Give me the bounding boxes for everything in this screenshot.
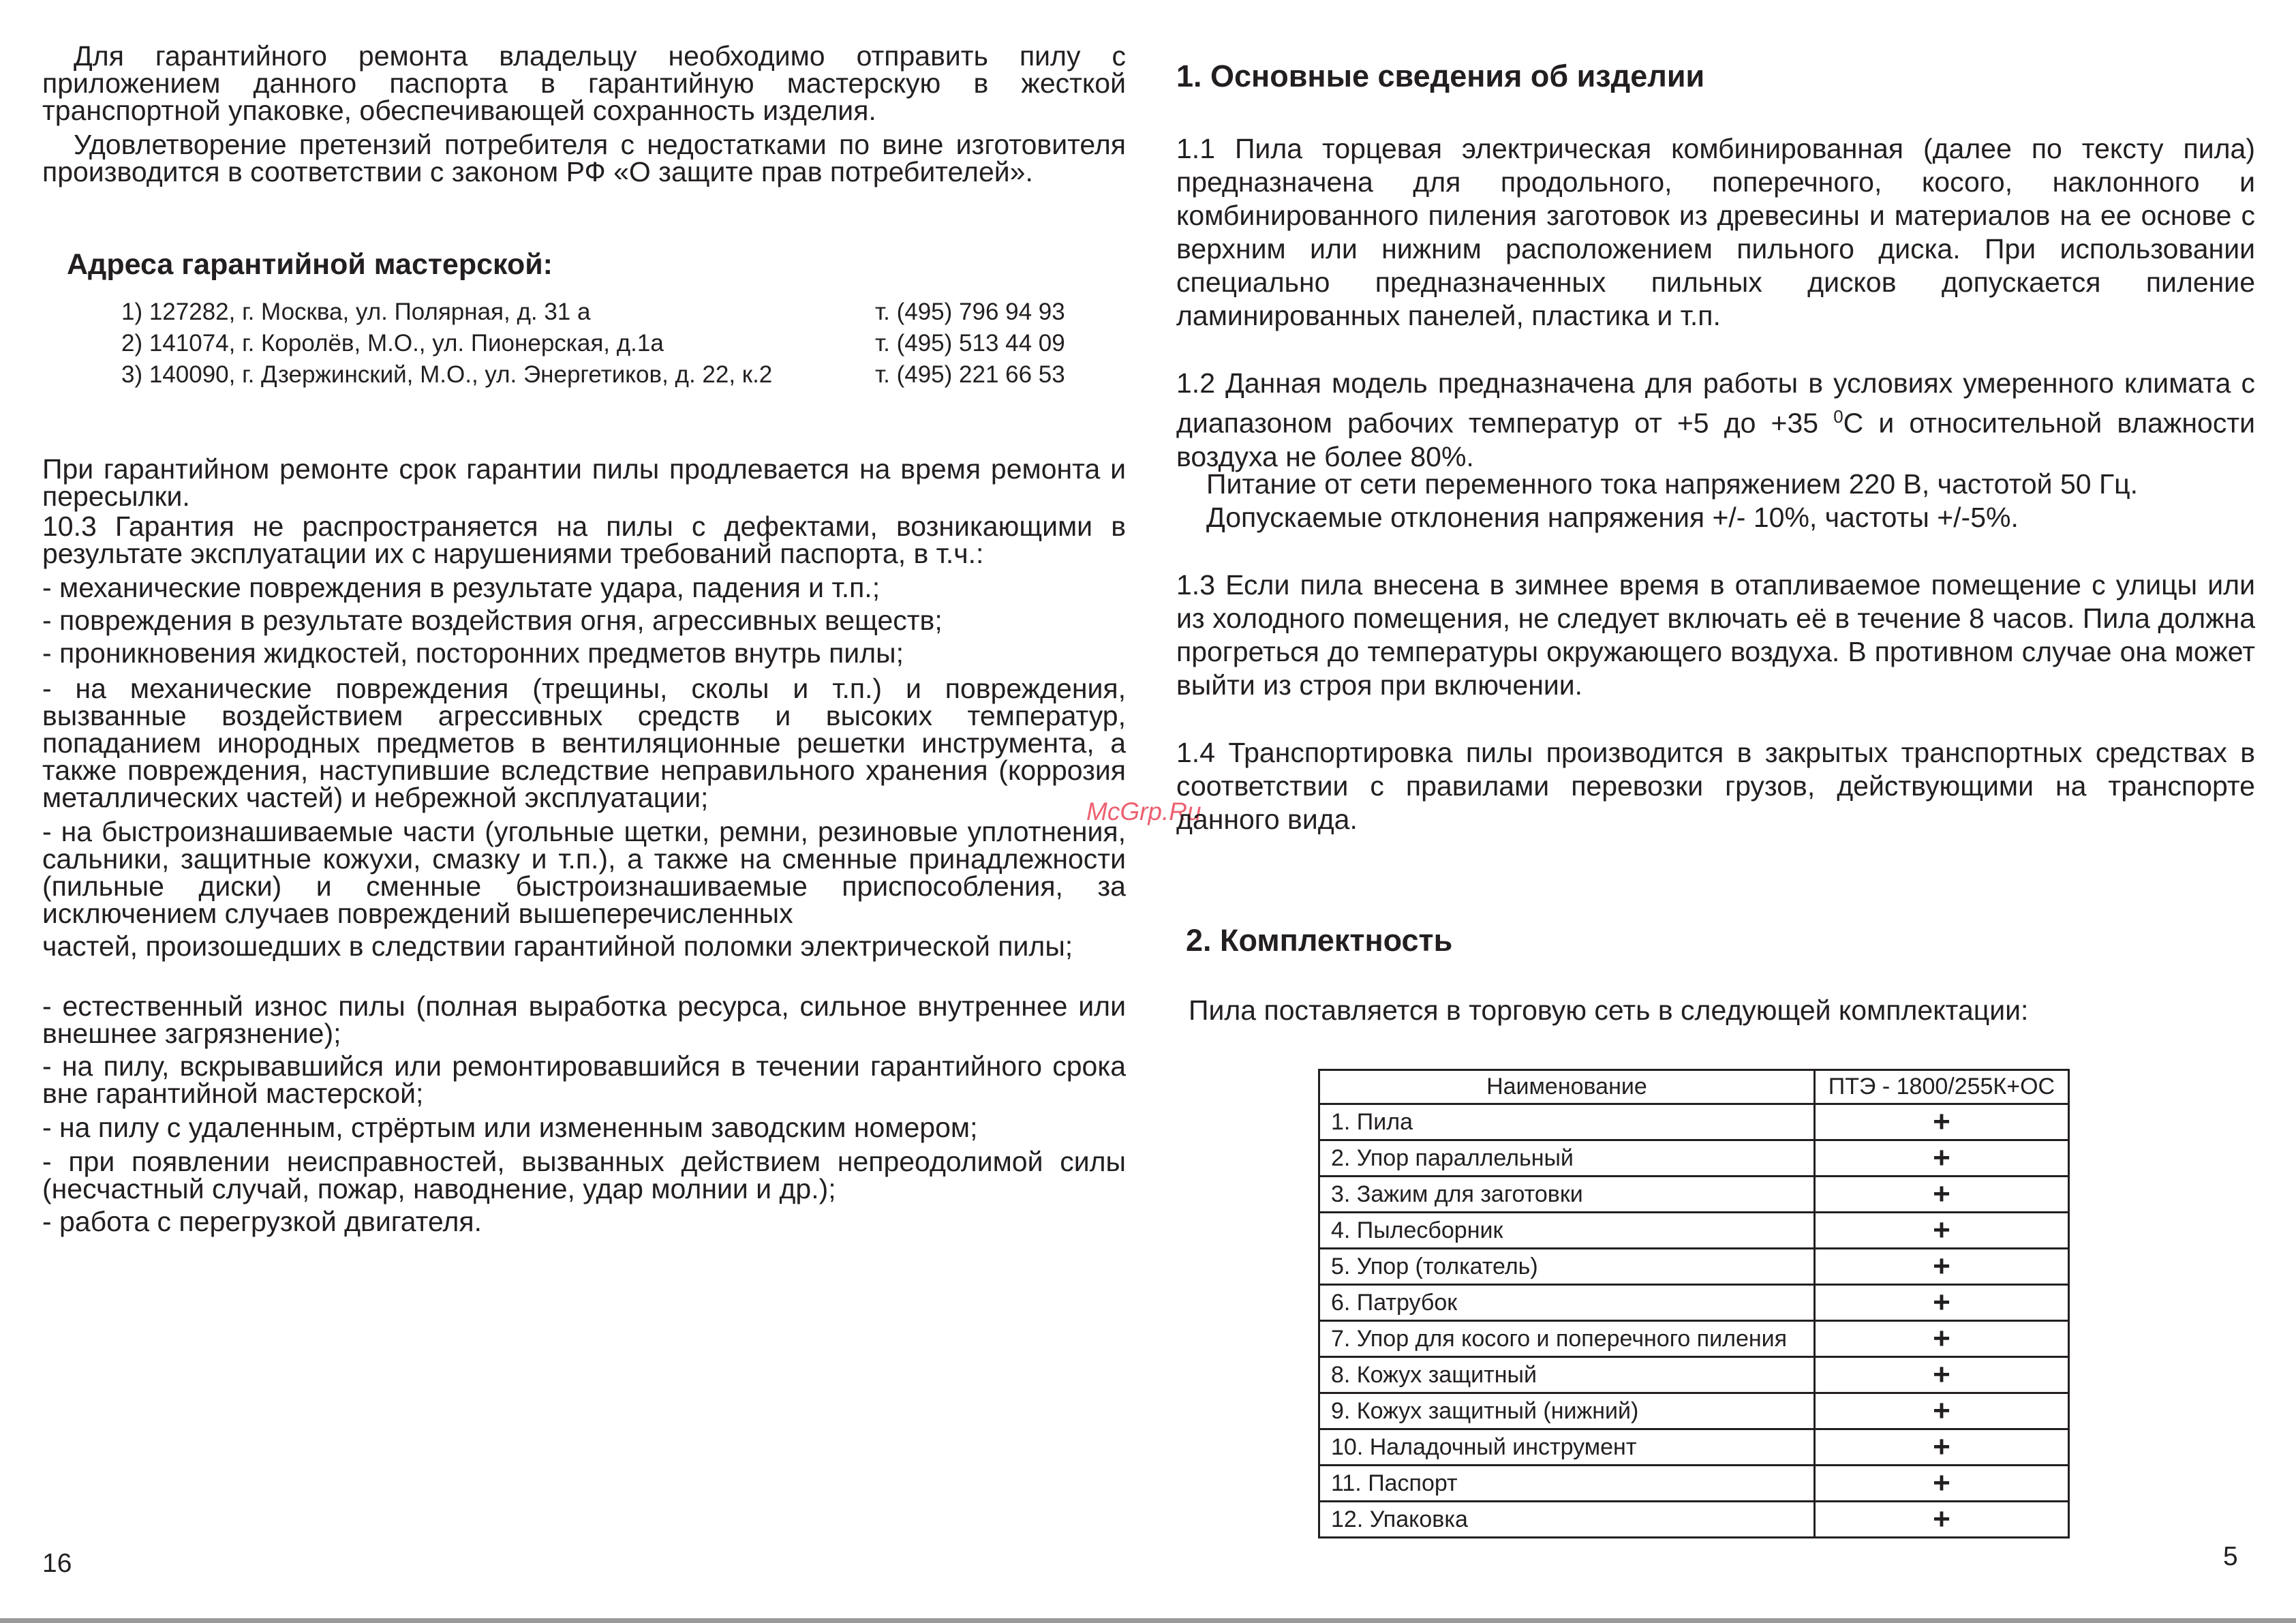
table-cell-mark: +	[1814, 1321, 2068, 1357]
paragraph-1-4: 1.4 Транспортировка пилы производится в закрытых транспортных средствах в соответствии с правилами перевозки грузов, действующими на транспорте данного вида.	[1176, 737, 2255, 835]
exclusion-item: - на пилу с удаленным, стрёртым или измененным заводским номером;	[42, 1112, 978, 1143]
exclusion-item: - проникновения жидкостей, посторонних предметов внутрь пилы;	[42, 637, 904, 669]
exclusion-item: - механические повреждения в результате удара, падения и т.п.;	[42, 572, 881, 603]
address-row	[121, 329, 1096, 359]
paragraph-1-3: 1.3 Если пила внесена в зимнее время в отапливаемое помещение с улицы или из холодного помещения, не следует включать её в течение 8 часов. Пила должна прогреться до температуры окружающего воздуха. В противном случае она может выйти из строя при включении.	[1176, 569, 2255, 701]
table-cell-name: 7. Упор для косого и поперечного пиления	[1319, 1321, 1815, 1357]
section2-title: 2. Комплектность	[1186, 923, 1453, 958]
exclusion-item: - на пилу, вскрывавшийся или ремонтировавшийся в течении гарантийного срока вне гарантийной мастерской;	[42, 1050, 1126, 1109]
table-cell-mark: +	[1814, 1213, 2068, 1249]
table-cell-mark: +	[1814, 1502, 2068, 1538]
exclusion-item: - на быстроизнашиваемые части (угольные щетки, ремни, резиновые уплотнения, сальники, защитные кожухи, смазку и т.п.), а также на сменные принадлежности (пильные диски) и сменные быстроизнашиваемые приспособления, за исключением случаев повреждений вышеперечисленных	[42, 816, 1126, 929]
exclusion-item: - повреждения в результате воздействия огня, агрессивных веществ;	[42, 605, 943, 636]
table-cell-name: 9. Кожух защитный (нижний)	[1319, 1393, 1815, 1429]
table-row	[1319, 1249, 2069, 1285]
paragraph-power: Питание от сети переменного тока напряжением 220 В, частотой 50 Гц.	[1206, 468, 2139, 500]
exclusion-item: - работа с перегрузкой двигателя.	[42, 1206, 482, 1237]
section1-title: 1. Основные сведения об изделии	[1176, 59, 1705, 93]
table-cell-name: 1. Пила	[1319, 1104, 1815, 1140]
paragraph-exclusions-intro: 10.3 Гарантия не распространяется на пилы с дефектами, возникающими в результате эксплуатации их с нарушениями требований паспорта, в т.ч.:	[42, 511, 1126, 569]
table-cell-mark: +	[1814, 1140, 2068, 1177]
addresses-title: Адреса гарантийной мастерской:	[67, 248, 553, 281]
paragraph-1-2-part-a: 1.2 Данная модель предназначена для работы в условиях умеренного климата с диапазоном рабочих температур от +5 до +35	[1176, 367, 2255, 439]
table-cell-mark: +	[1814, 1466, 2068, 1502]
address-phone: т. (495) 221 66 53	[875, 361, 1065, 388]
page-number-right: 5	[2223, 1542, 2238, 1571]
exclusion-item: - при появлении неисправностей, вызванных действием непреодолимой силы (несчастный случай, пожар, наводнение, удар молнии и др.);	[42, 1146, 1126, 1204]
table-row	[1319, 1429, 2069, 1466]
table-row	[1319, 1502, 2069, 1538]
table-cell-mark: +	[1814, 1249, 2068, 1285]
table-row	[1319, 1177, 2069, 1213]
address-text: 2) 141074, г. Королёв, М.О., ул. Пионерская, д.1а	[121, 330, 664, 357]
paragraph-warranty-extension: При гарантийном ремонте срок гарантии пилы продлевается на время ремонта и пересылки.	[42, 453, 1126, 512]
watermark: McGrp.Ru	[1086, 798, 1201, 825]
table-row	[1319, 1285, 2069, 1321]
table-cell-name: 2. Упор параллельный	[1319, 1140, 1815, 1177]
paragraph-1-2	[1176, 367, 2255, 474]
bottom-edge-divider	[0, 1618, 2296, 1623]
degree-mark: 0	[1833, 406, 1843, 427]
address-text: 1) 127282, г. Москва, ул. Полярная, д. 31 а	[121, 299, 591, 325]
table-row	[1319, 1213, 2069, 1249]
table-row	[1319, 1104, 2069, 1140]
paragraph-1-2-part-b: С и относительной влажности воздуха не более 80%.	[1176, 407, 2255, 472]
address-row	[121, 297, 1096, 327]
table-row	[1319, 1393, 2069, 1429]
table-header-name: Наименование	[1319, 1070, 1815, 1104]
table-cell-mark: +	[1814, 1429, 2068, 1466]
table-cell-name: 10. Наладочный инструмент	[1319, 1429, 1815, 1466]
table-cell-name: 3. Зажим для заготовки	[1319, 1177, 1815, 1213]
table-cell-mark: +	[1814, 1177, 2068, 1213]
paragraph-tolerance: Допускаемые отклонения напряжения +/- 10%, частоты +/-5%.	[1206, 502, 2019, 533]
exclusion-item: - на механические повреждения (трещины, сколы и т.п.) и повреждения, вызванные воздействием агрессивных средств и высоких температур, попаданием инородных предметов в вентиляционные решетки инструмента, а также повреждения, наступившие вследствие неправильного хранения (коррозия металлических частей) и небрежной эксплуатации;	[42, 673, 1126, 813]
table-cell-name: 4. Пылесборник	[1319, 1213, 1815, 1249]
table-row	[1319, 1321, 2069, 1357]
table-cell-name: 6. Патрубок	[1319, 1285, 1815, 1321]
exclusion-item: частей, произошедших в следствии гарантийной поломки электрической пилы;	[42, 930, 1073, 962]
exclusion-item: - естественный износ пилы (полная выработка ресурса, сильное внутреннее или внешнее загрязнение);	[42, 990, 1126, 1049]
table-header-row	[1319, 1070, 2069, 1104]
table-cell-mark: +	[1814, 1285, 2068, 1321]
table-header-model: ПТЭ - 1800/255К+ОС	[1814, 1070, 2068, 1104]
page-number-left: 16	[42, 1549, 72, 1578]
address-phone: т. (495) 513 44 09	[875, 330, 1065, 357]
table-row	[1319, 1466, 2069, 1502]
table-cell-mark: +	[1814, 1357, 2068, 1393]
paragraph-shipping: Для гарантийного ремонта владельцу необходимо отправить пилу с приложением данного паспорта в гарантийную мастерскую в жесткой транспортной упаковке, обеспечивающей сохранность изделия.	[42, 40, 1126, 126]
table-cell-name: 12. Упаковка	[1319, 1502, 1815, 1538]
address-row	[121, 360, 1096, 390]
paragraph-claims: Удовлетворение претензий потребителя с недостатками по вине изготовителя производится в соответствии с законом РФ «О защите прав потребителей».	[42, 129, 1126, 187]
kit-table	[1318, 1069, 2070, 1538]
section2-intro: Пила поставляется в торговую сеть в следующей комплектации:	[1189, 995, 2029, 1026]
table-row	[1319, 1140, 2069, 1177]
table-cell-name: 5. Упор (толкатель)	[1319, 1249, 1815, 1285]
table-cell-mark: +	[1814, 1393, 2068, 1429]
table-row	[1319, 1357, 2069, 1393]
table-cell-name: 11. Паспорт	[1319, 1466, 1815, 1502]
address-text: 3) 140090, г. Дзержинский, М.О., ул. Энергетиков, д. 22, к.2	[121, 361, 773, 388]
paragraph-1-1: 1.1 Пила торцевая электрическая комбинированная (далее по тексту пила) предназначена для продольного, поперечного, косого, наклонного и комбинированного пиления заготовок из древесины и материалов на ее основе с верхним или нижним расположением пильного диска. При использовании специально предназначенных пильных дисков допускается пиление ламинированных панелей, пластика и т.п.	[1176, 133, 2255, 331]
address-phone: т. (495) 796 94 93	[875, 299, 1065, 325]
table-cell-mark: +	[1814, 1104, 2068, 1140]
table-cell-name: 8. Кожух защитный	[1319, 1357, 1815, 1393]
